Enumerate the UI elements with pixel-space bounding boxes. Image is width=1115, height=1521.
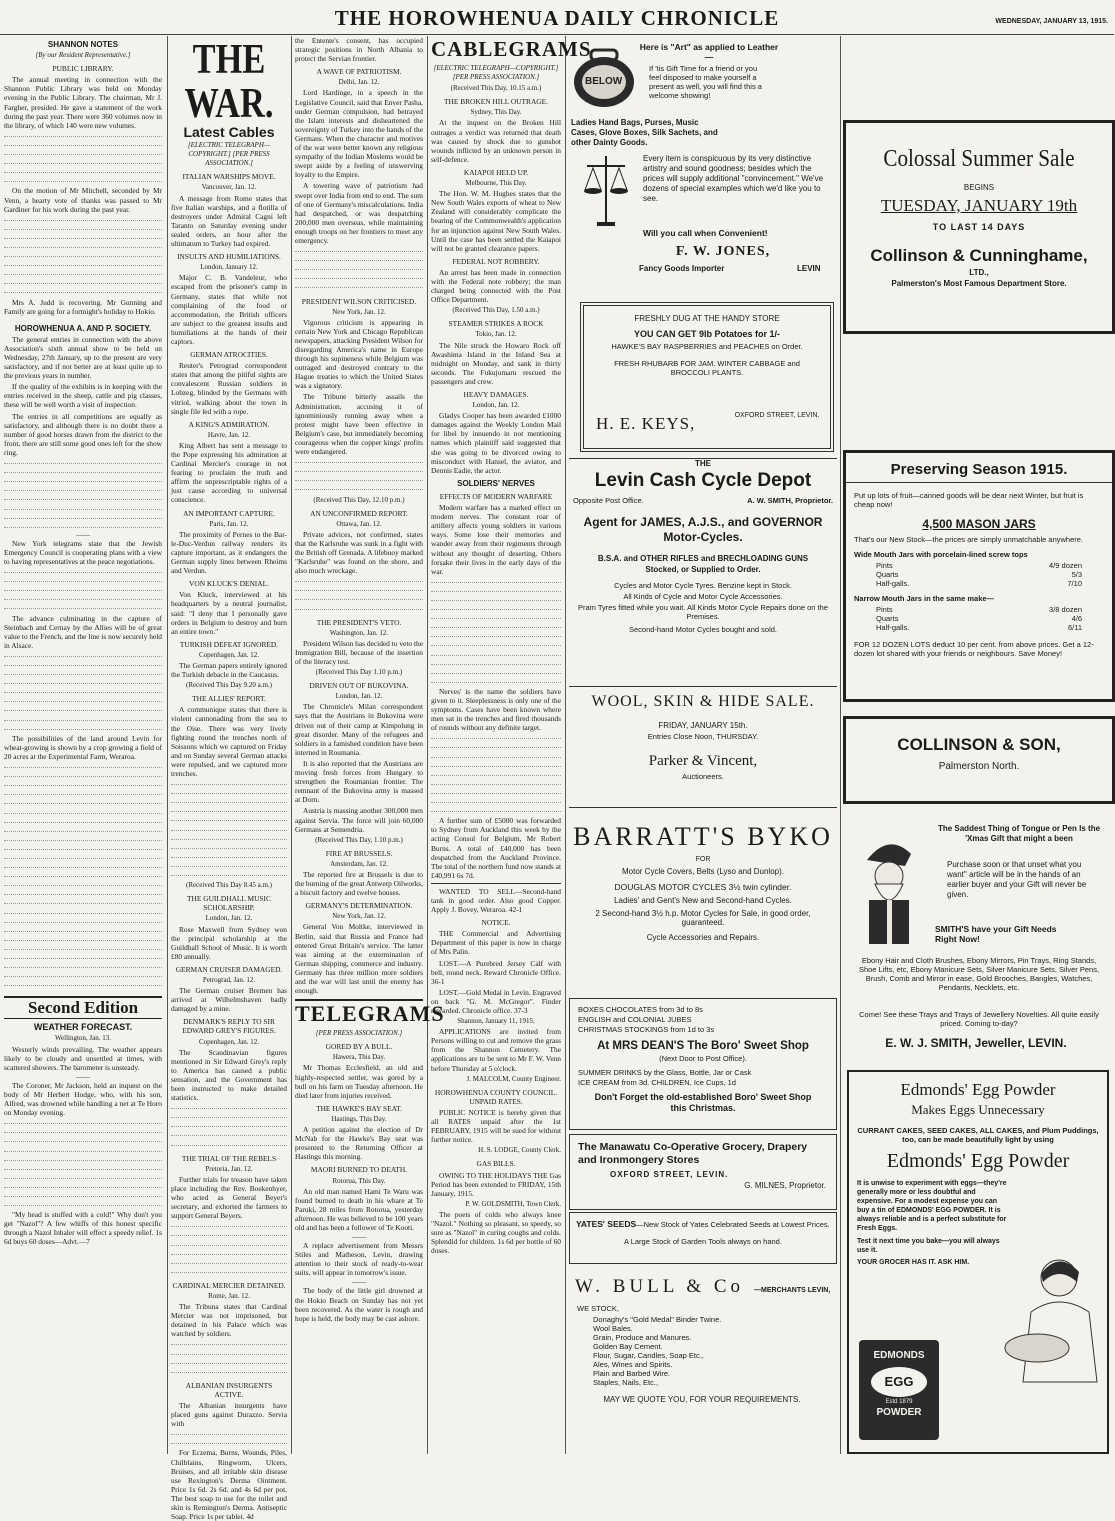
ad-headline: 4,500 MASON JARS (922, 517, 1036, 531)
ad-line: Palmerston's Most Famous Department Store. (891, 279, 1067, 288)
cycle-depot-ad (569, 458, 837, 680)
received-line: (Received This Day, 12.10 p.m.) (313, 495, 405, 504)
price-row (876, 623, 1082, 632)
column-rule (291, 36, 292, 1454)
classified-ad: PUBLIC NOTICE is hereby given that all RATES unpaid after the 1st FEBRUARY, 1915 will be sued for without further notice. (431, 1107, 561, 1145)
article-paragraph: King Albert has sent a message to the Pope expressing his admiration at Cardinal Mercier's courage in not fearing to proclaim the truth and affirm the unprescriptable rights of a just cause according to universal conscience. (171, 440, 287, 505)
article-paragraph: An old man named Hami Te Waru was found burned to death in his whare at Te Paruki, 28 miles from Rotorua, yesterday afternoon. He was believed to be 100 years old and has been a follower of Te Kooti. (295, 1186, 423, 1232)
dateline: London, Jan. 12. (472, 401, 520, 410)
classified-ad: OWING TO THE HOLIDAYS THE Gas Period has been extended to FRIDAY, 15th January, 1915. (431, 1170, 561, 1198)
article-paragraph: A communique states that there is violent cannonading from the sea to the Oise. There was very lively fighting round the trenches north of Soissons which we captured on Friday and on Sunday several German attacks were repulsed, and we captured more trenches. (171, 705, 287, 778)
ad-line: SUMMER DRINKS by the Glass, Bottle, Jar or Cask (578, 1068, 752, 1077)
article-paragraph: Von Kluck, interviewed at his headquarters by a neutral journalist, said: "I deny that I personally gave orders in Belgium to destroy and burn an entire town." (171, 590, 287, 636)
dateline: Hawera, This Day. (332, 1053, 386, 1062)
article-paragraph: It is also reported that the Austrians are moving fresh forces from Hungary to strengthen the Roumanian frontier. The remnant of the Bukovina army is massed at Dorn. (295, 758, 423, 805)
ad-line: BEGINS (963, 183, 995, 192)
dateline: Petrograd, Jan. 12. (202, 975, 256, 984)
ad-headline: SMITH'S have your Gift Needs Right Now! (935, 924, 1057, 944)
ad-body: If 'tis Gift Time for a friend or you feel disposed to make yourself a present as well, you will find this a welcome showing! (649, 64, 762, 100)
notice-heading: GAS BILLS. (476, 1159, 516, 1169)
article-heading: STEAMER STRIKES A ROCK (448, 319, 544, 329)
article-heading: AN UNCONFIRMED REPORT. (310, 508, 408, 518)
credit-line: [PER PRESS ASSOCIATION.] (315, 1029, 403, 1038)
ad-body: Every item is conspicuous by its very distinctive artistry and sound goodness; besides which the prices will supply additional "convincement." We've dozens of special examples which we'd like you to see. (643, 154, 824, 203)
jar-size: Quarts (876, 614, 899, 623)
article-paragraph: The Scandinavian figures mentioned in Sir Edward Grey's reply to America has caused a public sensation, and the Government has been instructed to make detailed statistics. (171, 1047, 287, 1103)
article-paragraph: Vigorous criticism is appearing in certain New York and Chicago Republican newspapers, attacking President Wilson for disregarding America's name in Europe through his supineness while Belgium was outraged and destroyed contrary to the Hague treaties to which the United States was a signatory. (295, 317, 423, 391)
classified-ad: THE Commercial and Advertising Department of this paper is now in charge of Mrs Palin. (431, 929, 561, 957)
stock-item: Wool Bales. (593, 1324, 633, 1333)
dateline: Shannon, January 11, 1915. (457, 1017, 535, 1026)
ad-headline: Agent for JAMES, A.J.S., and GOVERNOR Motor-Cycles. (583, 515, 823, 544)
article-heading: THE BROKEN HILL OUTRAGE. (443, 97, 548, 107)
dateline: Wellington, Jan. 13. (54, 1034, 111, 1043)
received-line: (Received This Day 9.20 a.m.) (186, 681, 272, 690)
ad-line: HAWKE'S BAY RASPBERRIES and PEACHES on Order. (611, 342, 803, 351)
article-paragraph: The German papers entirely ignored the Turkish debacle in the Caucasus. (171, 660, 287, 680)
ad-line: B.S.A. and OTHER RIFLES and BRECHLOADING GUNS Stocked, or Supplied to Order. (597, 554, 809, 574)
article-paragraph: Gladys Cooper has been awarded £1000 damages against the Weekly London Mail for libel by innuendo in not mentioning names which plaintiff said suggested that she was going to be divorced owing to misconduct with Hansel, the aviator, and Dennis Eadie, the actor. (431, 411, 561, 475)
ad-line: Narrow Mouth Jars in the same make— (854, 594, 995, 603)
merchants-ad (569, 1268, 835, 1450)
ad-headline: YATES' SEEDS (576, 1219, 637, 1229)
article-paragraph: The entries in all competitions are equally as satisfactory, and although there is no doubt there a number of good horses drawn from the district to the front, there are still some good ones left for the show ring. (4, 411, 162, 457)
article-heading: THE ALLIES' REPORT. (192, 694, 266, 704)
article-heading: SOLDIERS' NERVES (457, 478, 535, 488)
stock-item: Flour, Sugar, Candles, Soap Etc., (593, 1351, 704, 1360)
dateline: Hastings, This Day. (331, 1114, 387, 1123)
article-paragraph: The reported fire at Brussels is due to the burning of the great Antwerp Oilworks, a biscuit factory and twelve houses. (295, 869, 423, 898)
ad-line: A. W. SMITH, Proprietor. (747, 496, 833, 505)
price-row (876, 579, 1082, 588)
dateline: Havre, Jan. 12. (207, 430, 251, 439)
ad-line: Auctioneers. (682, 772, 724, 781)
article-paragraph: A further sum of £5000 was forwarded to Sydney from Auckland this week by the acting Consul for Belgium, Mr Robert Burns. A total of £40,000 has been despatched from the Auckland Province. The total of the northern fund now stands at £40,991 6s 7d. (431, 816, 561, 880)
article-paragraph: An arrest has been made in connection with the Federal note robbery; the man charged being connected with the Post Office Department. (431, 267, 561, 305)
article-paragraph: The advance culminating in the capture of Steinbach and Cernay by the Allies will be of great value to the French, and the line is now securely held in Alsace. (4, 613, 162, 650)
section-title: THE WAR. (184, 37, 274, 127)
ad-headline: BARRATT'S BYKO (573, 822, 833, 851)
egg-powder-tin (859, 1340, 939, 1440)
ad-line: YOU CAN GET 9lb Potatoes for 1/- (633, 329, 781, 339)
column-3: the Entente's consent, has occupied strategic positions in North Albania to protect the Servian frontier. A WAVE OF PATRIOTISM. Delhi, Jan. 12. Lord Hardinge, in a speech in the Legislative Council, said that Enver Pasha, under German compulsion, had betrayed the Islam interests and disheartened the sovereignty of Turkey into the hands of the Germans. When the character and motives of the war were better known any religious sympathy of the Indian Moslems would be swept aside by a feeling of unswerving loyalty to the Empire. A towering wave of patriotism had swept over India from end to end. The sum of one of Germany's miscalculations. India had despatched, or was despatching 200,000 men overseas, while maintaining enough troops on her frontiers to meet any emergency. PRESIDENT WILSON CRITICISED. New York, Jan. 12. Vigorous criticism is appearing in certain New York and Chicago Republican newspapers, attacking President Wilson for disregarding America's name in Europe through his supineness while Belgium was outraged and destroyed contrary to the Hague treaties to which the United States was a signatory. The Tribune bitterly assails the Administration, accusing it of ignominiously running away when a protest might have been effective in Belgium's case, but immediately becoming courageous when the copper kings' profits were endangered. (Received This Day, 12.10 p.m.) AN UNCONFIRMED REPORT. Ottawa, Jan. 12. Private advices, not confirmed, states that the Karlsruhe was sunk in a fight with the British off Grenada. A lifebuoy marked "Karlsruhe" was found on the shore, and also much wreckage. THE PRESIDENT'S VETO. Washington, Jan. 12. President Wilson has decided to veto the Immigration Bill, because of the insertion of the literacy test. (Received This Day 1.10 p.m.) DRIVEN OUT OF BUKOVINA. London, Jan. 12. The Chronicle's Milan correspondent says that the Austrians in Bukovina were driven out of their camp at Kimpolung in great disorder. Many of the refugees and soldiers in a famished condition have been interned in Roumania. It is also reported that the Austrians are moving fresh forces from Hungary to strengthen the Roumanian frontier. The remnant of the Bukovina army is massed at Dorn. Austria is massing another 300,000 men against Servia. The force will join 60,000 Germans at Semendria. (Received This Day, 1.10 p.m.) FIRE AT BRUSSELS. Amsterdam, Jan. 12. The reported fire at Brussels is due to the burning of the great Antwerp Oilworks, a biscuit factory and twelve houses. GERMANY'S DETERMINATION. New York, Jan. 12. General Von Moltke, interviewed in Berlin, said that Russia and France had entered Great Britain's service. The latter was aiming at the extermination of German shipping, commerce and industry. Germany has three million more soldiers and the war will last until the enemy has enough. TELEGRAMS [PER PRESS ASSOCIATION.] GORED BY A BULL. Hawera, This Day. Mr Thomas Ecclesfield, an old and highly-respected settler, was gored by a bull on his farm on Tuesday afternoon. He died later from injuries received. THE HAWKE'S BAY SEAT. Hastings, This Day. A petition against the election of Dr McNab for the Hawke's Bay seat was presented to the Returning Officer at Hastings this morning. MAORI BURNED TO DEATH. Rotorua, This Day. An old man named Hami Te Waru was found burned to death in his whare at Te Paruki, 28 miles from Rotorua, yesterday afternoon. He was believed to be 100 years old and has been a follower of Te Kooti. —— A replace advertisement from Messrs Stiles and Matheson, Levin, drawing attention to their stock of ready-to-wear suits, will appear in tomorrow's issue. —— The body of the little girl drowned at the Hokio Beach on Sunday has not yet been recovered. As the water is rough and hope is held, the body may be cast ashore. (295, 36, 445, 1323)
ad-line: G. MILNES, Proprietor. (744, 1181, 826, 1190)
article-heading: KAIAPOI HELD UP. (463, 167, 529, 177)
tin-label: POWDER (876, 1407, 922, 1418)
advertiser-name: COLLINSON & SON, (897, 735, 1061, 754)
ad-line: 2 Second-hand 3½ h.p. Motor Cycles for Sale, in good order, guaranteed. (595, 909, 811, 927)
ad-headline: Preserving Season 1915. (846, 461, 1112, 483)
ad-line: YOUR GROCER HAS IT. ASK HIM. (857, 1259, 970, 1266)
classified-ad: The poets of colds who always knee "Nazol." Nothing so pleasant, so speedy, so sure as "Nazol" in curing coughs and colds. Splendid for children. 1s 6d per bottle of 60 doses. (431, 1209, 561, 1256)
ad-headline: TUESDAY, JANUARY 19th (880, 196, 1078, 215)
jar-size: Pints (876, 561, 893, 570)
article-heading: DRIVEN OUT OF BUKOVINA. (309, 681, 409, 691)
article-heading: GERMAN ATROCITIES. (190, 350, 268, 360)
dateline: Rome, Jan. 12. (208, 1291, 250, 1300)
section-title: CABLEGRAMS (431, 37, 592, 61)
ad-line: —MERCHANTS LEVIN, (754, 1287, 831, 1294)
article-paragraph: New York telegrams state that the Jewish Emergency Council is cooperating plans with a view to having representatives at the peace negotiations. (4, 538, 162, 566)
jeweller-ad (843, 818, 1109, 1066)
handy-store-ad (580, 302, 834, 452)
ad-line: FOR 12 DOZEN LOTS deduct 10 per cent. from above prices. Get a 12-dozen lot shared with your friends or neighbours. Save Money! (854, 640, 1094, 658)
ad-line: FRIDAY, JANUARY 15th. (658, 721, 748, 730)
sweet-shop-ad (569, 998, 837, 1130)
article-heading: THE TRIAL OF THE REBELS (181, 1153, 277, 1163)
tin-label: EGG (871, 1367, 927, 1397)
stock-list (593, 1315, 835, 1387)
signature: P. W. GOLDSMITH, Town Clerk. (465, 1199, 561, 1208)
article-paragraph: The body of the little girl drowned at the Hokio Beach on Sunday has not yet been recovered. As the water is rough and hope is held, the body may be cast ashore. (295, 1286, 423, 1323)
article-heading: TURKISH DEFEAT IGNORED. (179, 639, 279, 649)
ad-line: It is unwise to experiment with eggs—they're generally more or less doubtful and expensive. For a modest expense you can buy a tin of EDMONDS' EGG POWDER. It is always reliable and is a perfect substitute for Fresh Eggs. (857, 1180, 1007, 1232)
advertiser-name: Parker & Vincent, (648, 753, 758, 769)
price-row (876, 570, 1082, 579)
article-heading: DENMARK'S REPLY TO SIR EDWARD GREY'S FIGURES. (182, 1017, 276, 1036)
column-rule (427, 36, 428, 1454)
article-paragraph: The annual meeting in connection with the Shannon Public Library was held on Monday evening in the Public Library. The chairman, Mr J. Fargher, presided. He gave a statement of the work during the past year. There were 360 volumes now in the library, of which 140 were new volumes. (4, 75, 162, 130)
column-rule (565, 36, 566, 1454)
dateline: New York, Jan. 12. (332, 912, 386, 921)
article-heading: ALBANIAN INSURGENTS ACTIVE. (185, 1380, 273, 1399)
article-paragraph: The possibilities of the land around Levin for wheat-growing is shown by a crop growing a field of 20 acres at the Experimental Farm, Weraroa. (4, 733, 162, 761)
ad-line: MAY WE QUOTE YOU, FOR YOUR REQUIREMENTS. (603, 1395, 801, 1404)
jar-price: 7/10 (1067, 579, 1082, 588)
ad-line: Purchase soon or that unset what you want" article will be in the hands of an earlier buyer and your Gift will never be given. (947, 860, 1087, 899)
jar-price: 4/9 dozen (1049, 561, 1082, 570)
received-line: (Received This Day 1.10 p.m.) (315, 668, 403, 677)
article-paragraph: A petition against the election of Dr McNab for the Hawke's Bay seat was presented to the Returning Officer at Hastings this morning. (295, 1125, 423, 1162)
dateline: London, Jan. 12. (205, 914, 253, 923)
article-paragraph: If the quality of the exhibits is in keeping with the entries received in the sheep, cattle and pig classes, these will be well worth a visit of inspection. (4, 382, 162, 410)
column-rule (840, 36, 841, 1454)
article-heading: CARDINAL MERCIER DETAINED. (172, 1280, 286, 1290)
classified-ad: APPLICATIONS are invited from Persons willing to cut and remove the grass from the Shannon Cemetery. The applications are to be sent to Mr F. W. Venn before Thursday at 5 o'clock. (431, 1027, 561, 1073)
summer-sale-ad (843, 120, 1115, 334)
scales-icon (583, 150, 629, 230)
advertiser-name: W. BULL & Co (575, 1276, 745, 1297)
article-heading: HEAVY DAMAGES. (463, 390, 529, 399)
article-paragraph: The German cruiser Bremen has arrived at Wilhelmshaven badly damaged by a mine. (171, 986, 287, 1014)
received-line: (Received This Day, 1.10 p.m.) (315, 835, 403, 844)
article-paragraph: On the motion of Mr Mitchell, seconded by Mr Venn, a hearty vote of thanks was passed to Mr Gardiner for his work during the past year. (4, 186, 162, 214)
ad-line: Pram Tyres fitted while you wait. All Kinds Motor Cycle Repairs done on the Premises. (578, 603, 828, 621)
article-heading: THE HAWKE'S BAY SEAT. (316, 1103, 402, 1113)
ad-headline: At MRS DEAN'S The Boro' Sweet Shop (597, 1040, 809, 1052)
article-paragraph: The Chronicle's Milan correspondent says that the Austrians in Bukovina were driven out of their camp at Kimpolung in great disorder. Many of the refugees and soldiers in a famished condition have been interned in Roumania. (295, 702, 423, 757)
jar-price: 3/8 dozen (1049, 605, 1082, 614)
ad-line: Cycle Accessories and Repairs. (646, 933, 760, 942)
article-paragraph: the Entente's consent, has occupied strategic positions in North Albania to protect the Servian frontier. (295, 36, 423, 64)
ad-line: BOXES CHOCOLATES from 3d to 8s (578, 1005, 703, 1014)
purse-label: BELOW (585, 76, 623, 87)
article-heading: WEATHER FORECAST. (33, 1022, 133, 1033)
ad-line: All Kinds of Cycle and Motor Cycle Accessories. (623, 592, 783, 601)
dateline: Copenhagen, Jan. 12. (198, 650, 260, 659)
ad-headline: Colossal Summer Sale (883, 146, 1075, 172)
byline: [By our Resident Representative.] (35, 51, 131, 60)
advertiser-town: LEVIN (797, 264, 821, 273)
article-paragraph: Further trials for treason have taken place including the Rev. Boekenhyer, who acted as General Beyer's secretary, and exhorted the farmers to support General Beyers. (171, 1174, 287, 1221)
advertiser-trade: Fancy Goods Importer (639, 264, 725, 273)
article-paragraph: Mr Thomas Ecclesfield, an old and highly-respected settler, was gored by a bull on his farm on Tuesday afternoon. He died later from injuries received. (295, 1063, 423, 1100)
ad-line: ICE CREAM from 3d. CHILDREN, Ice Cups, 1d (578, 1078, 736, 1087)
dateline: Tokio, Jan. 12. (475, 330, 517, 339)
ad-line: DOUGLAS MOTOR CYCLES 3½ twin cylinder. (614, 882, 792, 892)
article-paragraph: Westerly winds prevailing. The weather appears likely to be cloudy and unsettled at times, with scattered showers. The barometer is unsteady. (4, 1044, 162, 1072)
ad-line: ENGLISH and COLONIAL JUBES (578, 1015, 692, 1024)
article-paragraph: Mrs A. Judd is recovering. Mr Gunning and Family are going for a fortnight's holiday to Hokio. (4, 297, 162, 316)
article-heading: PRESIDENT WILSON CRITICISED. (301, 296, 417, 306)
article-heading: THE GUILDHALL MUSIC SCHOLARSHIP. (187, 894, 271, 913)
stock-item: Donaghy's "Gold Medal" Binder Twine. (593, 1315, 722, 1324)
jar-price: 5/3 (1071, 570, 1082, 579)
article-paragraph: Private advices, not confirmed, states that the Karlsruhe was sunk in a fight with the British off Grenada. A lifebuoy marked "Karlsruhe" was found on the shore, and also much wreckage. (295, 529, 423, 576)
jar-size: Pints (876, 605, 893, 614)
ad-headline: The Manawatu Co-Operative Grocery, Drapery and Ironmongery Stores (578, 1141, 808, 1166)
column-rule (167, 36, 168, 1454)
article-paragraph: Modern warfare has a marked effect on modern nerves. The constant roar of artillery affects young soldiers in various ways. Some lose their memories and wander away from their regiments through without any thought of deserting. Others forsake their lives in the early days of the war. (431, 503, 561, 576)
ad-line: Ebony Hair and Cloth Brushes, Ebony Mirrors, Pin Trays, Ring Stands, Shoe Lifts, etc, Ebony Manicure Sets, Silver Manicure Sets, Silver Pens, Brush, Comb and Mirror in ease, Gold Brooches, Bangles, Watches, Pendants, Necklets, etc. (858, 956, 1100, 992)
article-paragraph: "My head is stuffed with a cold!" Why don't you get "Nazol"? A few whiffs of this honest specific through a Nazol Inhaler will effect a speedy relief. 1s 6d buys 60 doses—Advt.—7 (4, 1210, 162, 1247)
ad-headline: Levin Cash Cycle Depot (594, 470, 812, 491)
wool-sale-ad (569, 686, 837, 808)
classified-ad: LOST.—A Purebred Jersey Calf with bell, round neck. Reward Chronicle Office. 36-1 (431, 958, 561, 986)
advertiser-name: H. E. KEYS, (596, 414, 696, 433)
article-subheading: EFFECTS OF MODERN WARFARE (439, 491, 553, 501)
ad-line: WE STOCK, (577, 1304, 619, 1313)
price-table (876, 605, 1082, 632)
article-paragraph: A towering wave of patriotism had swept over India from end to end. The sum of one of Germany's miscalculations. India had despatched, or was despatching 200,000 men overseas, while maintaining enough troops on her frontiers to meet any emergency. (295, 181, 423, 245)
ad-line: Cycles and Motor Cycle Tyres. Benzine kept in Stock. (614, 581, 792, 590)
stock-item: Plain and Barbed Wire. (593, 1369, 671, 1378)
ad-line: A Large Stock of Garden Tools always on hand. (624, 1237, 782, 1246)
signature: J. MALCOLM, County Engineer. (466, 1074, 561, 1083)
ad-line: Opposite Post Office. (573, 496, 644, 505)
article-heading: FEDERAL NOT ROBBERY. (452, 256, 540, 266)
advertiser-name: E. W. J. SMITH, Jeweller, LEVIN. (885, 1036, 1067, 1050)
classified-ad: LOST.—Gold Medal in Levin. Engraved on back "G. M. McGregor". Finder rewarded. Chronicle office. 37-3 (431, 987, 561, 1015)
ad-headline: The Saddest Thing of Tongue or Pen Is the 'Xmas Gift that might a been (937, 824, 1101, 843)
ad-line: FOR (695, 856, 711, 863)
article-paragraph: A message from Rome states that five Italian warships, and a flotilla of destroyers under Admiral Cagni left Taranto on Saturday evening under sealed orders, an hour after the ultimatum to Turkey had expired. (171, 193, 287, 249)
ad-line: That's our New Stock—the prices are simply unmatchable anywhere. (854, 535, 1084, 544)
received-line: (Received This Day, 10.15 a.m.) (450, 84, 542, 93)
jar-size: Quarts (876, 570, 899, 579)
article-paragraph: The general entries in connection with the above Association's sixth annual show to be held on Wednesday, 27th January, up to the present are very satisfactory, and if not better are at least quite up to the previous years in number. (4, 334, 162, 381)
byko-ad (569, 816, 837, 986)
dateline: Pretoria, Jan. 12. (205, 1164, 253, 1173)
ad-line: Palmerston North. (938, 761, 1020, 772)
price-row (876, 561, 1082, 570)
article-heading: A KING'S ADMIRATION. (188, 419, 270, 429)
ad-line: (Next Door to Post Office). (659, 1054, 747, 1063)
ad-line: —New Stock of Yates Celebrated Seeds at Lowest Prices. (636, 1220, 830, 1229)
stock-item: Golden Bay Cement. (593, 1342, 663, 1351)
ad-line: Entries Close Noon, THURSDAY. (647, 732, 759, 741)
dateline: Melbourne, This Day. (465, 179, 527, 188)
jar-size: Half-galls. (876, 579, 910, 588)
stock-item: Grain, Produce and Manures. (593, 1333, 692, 1342)
dateline: London, January 12. (200, 263, 258, 272)
masthead (0, 0, 1114, 35)
dateline: Paris, Jan. 12. (209, 519, 249, 528)
price-table (876, 561, 1082, 588)
article-paragraph: Reuter's Petrograd correspondent states that among the pitiful sights are convalescent Russian soldiers in Lobzeg, blinded by the Germans with vitriol, walking about the town in single file led with a rope. (171, 361, 287, 416)
stock-item: Ales, Wines and Spirits. (593, 1360, 673, 1369)
dateline: New York, Jan. 12. (332, 307, 386, 316)
ad-line: Ladies' and Gent's New and Second-hand Cycles. (614, 896, 792, 905)
jar-size: Half-galls. (876, 623, 910, 632)
ad-line: FRESH RHUBARB FOR JAM. WINTER CABBAGE and BROCCOLI PLANTS. (614, 359, 800, 377)
dateline: Sydney, This Day. (470, 108, 522, 117)
column-1: SHANNON NOTES [By our Resident Representative.] PUBLIC LIBRARY. The annual meeting in connection with the Shannon Public Library was held on Monday evening in the Public Library. The chairman, Mr J. Fargher, presided. He gave a statement of the work during the past year. There were 360 volumes now in the library, of which 140 were new volumes. On the motion of Mr Mitchell, seconded by Mr Venn, a hearty vote of thanks was passed to Mr Gardiner for his work during the past year. Mrs A. Judd is recovering. Mr Gunning and Family are going for a fortnight's holiday to Hokio. HOROWHENUA A. AND P. SOCIETY. The general entries in connection with the above Association's sixth annual show to be held on Wednesday, 27th January, up to the present are very satisfactory, and if not better are at least quite up to the previous years in number. If the quality of the exhibits is in keeping with the entries received in the sheep, cattle and pig classes, these will be well worth a visit of inspection. The entries in all competitions are equally as satisfactory, and although there is no doubt there a number of good horses drawn from the district to the front, there are still some good ones left for the show ring. —— New York telegrams state that the Jewish Emergency Council is cooperating plans with a view to having representatives at the peace negotiations. The advance culminating in the capture of Steinbach and Cernay by the Allies will be of great value to the French, and the line is now securely held in Alsace. The possibilities of the land around Levin for wheat-growing is shown by a crop growing a field of 20 acres at the Experimental Farm, Weraroa. Second Edition WEATHER FORECAST. Wellington, Jan. 13. Westerly winds prevailing. The weather appears likely to be cloudy and unsettled at times, with scattered showers. The barometer is unsteady. —— The Coroner, Mr Jackson, held an inquest on the body of Mr Herbert Hodge, who, with his son, Alfred, was drowned while handling a net at Te Horo on Monday evening. "My head is stuffed with a cold!" Why don't you get "Nazol"? A few whiffs of this honest specific through a Nazol Inhaler will effect a speedy relief. 1s 6d buys 60 doses—Advt.—7 (4, 40, 162, 1247)
tin-label: EDMONDS (873, 1350, 925, 1361)
ad-line: FRESHLY DUG AT THE HANDY STORE (634, 314, 780, 323)
credit-line: [ELECTRIC TELEGRAPH—COPYRIGHT.] [PER PRESS ASSOCIATION.] (433, 64, 559, 82)
ad-product-list: Ladies Hand Bags, Purses, Music Cases, Glove Boxes, Silk Sachets, and other Dainty Goods. (571, 118, 718, 147)
dateline: Washington, Jan. 12. (329, 628, 389, 637)
fancy-goods-ad (569, 38, 837, 290)
price-row (876, 614, 1082, 623)
article-heading: VON KLUCK'S DENIAL. (189, 579, 269, 589)
jar-price: 4/6 (1071, 614, 1082, 623)
article-heading: SHANNON NOTES (47, 40, 119, 49)
received-line: (Received This Day, 1.50 a.m.) (452, 306, 540, 315)
article-heading: GERMANY'S DETERMINATION. (305, 901, 413, 911)
article-heading: AN IMPORTANT CAPTURE. (183, 508, 275, 518)
article-heading: INSULTS AND HUMILIATIONS. (177, 252, 281, 262)
woman-baking-illustration (997, 1252, 1101, 1382)
article-heading: A WAVE OF PATRIOTISM. (316, 67, 402, 77)
dateline: Vancouver, Jan. 12. (201, 183, 257, 192)
signature: H. S. LODGE, County Clerk. (478, 1146, 561, 1155)
article-heading: ITALIAN WARSHIPS MOVE. (182, 172, 276, 182)
article-heading: GERMAN CRUISER DAMAGED. (175, 964, 283, 974)
second-edition-banner: Second Edition (4, 996, 162, 1019)
ad-line: Second-hand Motor Cycles bought and sold. (628, 625, 777, 634)
article-heading: HOROWHENUA A. AND P. SOCIETY. (14, 323, 152, 333)
article-paragraph: Lord Hardinge, in a speech in the Legislative Council, said that Enver Pasha, under German compulsion, had betrayed the Islam interests and disheartened the sovereignty of Turkey into the hands of the Germans. When the character and motives of the war were better known any religious sympathy of the Indian Moslems would be swept aside by a feeling of unswerving loyalty to the Empire. (295, 88, 423, 180)
collinson-son-ad (843, 716, 1115, 804)
advertiser-name: Collinson & Cunninghame, (870, 246, 1088, 265)
article-paragraph: For Eczema, Burns, Wounds, Piles, Chilblains, Ringworm, Ulcers, Bruises, and all irritable skin disease use Rexington's Derma Ointment. Price 1s 6d. 2s 6d. and 4s 6d per pot. The best soap to use for the toilet and skin is Remington's Derma. Antiseptic Soap. Price 1s per tablet. 4d (171, 1448, 287, 1521)
cooperative-stores-ad (569, 1134, 837, 1210)
section-title: TELEGRAMS (295, 1001, 445, 1027)
ad-line: OXFORD STREET, LEVIN. (610, 1170, 729, 1179)
classified-ad: WANTED TO SELL—Second-hand tank in good order. Also good Copper. Apply J. Bovey, Weraroa. 42-1 (431, 886, 561, 915)
article-paragraph: The Albanian insurgents have placed guns against Durazzo. Servia with (171, 1401, 287, 1429)
ad-headline: WOOL, SKIN & HIDE SALE. (591, 693, 815, 710)
dateline: Delhi, Jan. 12. (338, 78, 380, 87)
ad-line: TO LAST 14 DAYS (932, 222, 1026, 232)
article-paragraph: The Hon. W. M. Hughes states that the New South Wales exports of wheat to New Zealand will considerably complicate the bearing of the Commonwealth's application for an injunction against New South Wales. Until the case has been settled the Kaiapoi will not be granted clearance papers. (431, 189, 561, 253)
ad-line: Come! See these Trays and Trays of Jewellery Novelties. All quite easily priced. Coming to-day? (859, 1010, 1099, 1028)
article-paragraph: The Coroner, Mr Jackson, held an inquest on the body of Mr Herbert Hodge, who, with his son, Alfred, was drowned while handling a net at Te Horo on Monday evening. (4, 1080, 162, 1118)
article-paragraph: A replace advertisement from Messrs Stiles and Matheson, Levin, drawing attention to their stock of ready-to-wear suits, will appear in tomorrow's issue. (295, 1241, 423, 1278)
article-subheading: PUBLIC LIBRARY. (52, 64, 114, 74)
article-paragraph: The Tribuna states that Cardinal Mercier was not imprisoned, but detained in his Palace which was watched by soldiers. (171, 1302, 287, 1339)
ad-line: Test it next time you bake—you will always use it. (857, 1238, 1000, 1254)
article-paragraph: Austria is massing another 300,000 men against Servia. The force will join 60,000 Germans at Semendria. (295, 806, 423, 834)
ad-line: Put up lots of fruit—canned goods will be dear next Winter, but fruit is cheap now! (854, 491, 1084, 509)
column-2 (171, 36, 287, 1521)
advertiser-address: OXFORD STREET, LEVIN. (734, 412, 820, 419)
article-heading: GORED BY A BULL. (325, 1042, 393, 1052)
article-heading: MAORI BURNED TO DEATH. (310, 1165, 408, 1175)
dateline: London, Jan. 12. (335, 692, 383, 701)
ad-call-to-action: Will you call when Convenient! (643, 228, 768, 238)
credit-line: [ELECTRIC TELEGRAPH—COPYRIGHT.] [PER PRESS ASSOCIATION.] (187, 141, 271, 168)
column-4 (431, 36, 592, 1454)
jar-price: 6/11 (1067, 623, 1082, 632)
article-paragraph: The Tribune bitterly assails the Administration, accusing it of ignominiously running away when a protest might have been effective in Belgium's case, but immediately becoming courageous when the copper kings' profits were endangered. (295, 392, 423, 457)
ad-headline: Don't Forget the old-established Boro' Sweet Shop this Christmas. (594, 1092, 812, 1113)
ad-line: Motor Cycle Covers, Belts (Lyso and Dunlop). (622, 867, 784, 876)
article-paragraph: The proximity of Pernes to the Bar-le-Duc-Verdun railway renders its capture important, as it endangers the German supply lines between Rheims and Verdun. (171, 529, 287, 576)
issue-date: WEDNESDAY, JANUARY 13, 1915. (995, 18, 1108, 25)
article-paragraph: Nerves' is the name the soldiers have given to it. Sleeplessness is only one of the symptoms. Cases have been known where men sat in the trenches and fired thousands of rounds without any definite target. (431, 686, 561, 733)
preserving-season-ad (843, 450, 1115, 702)
article-paragraph: At the inquest on the Broken Hill outrages a verdict was returned that death was caused by shock due to gunshot wounds inflicted by an unknown person in self-defence. (431, 118, 561, 164)
article-paragraph: President Wilson has decided to veto the Immigration Bill, because of the insertion of the literacy test. (295, 638, 423, 666)
dateline: Rotorua, This Day. (332, 1176, 386, 1185)
stock-item: Staples, Nails, Etc., (593, 1378, 659, 1387)
newspaper-title: THE HOROWHENUA DAILY CHRONICLE (334, 6, 780, 30)
egg-powder-ad (847, 1070, 1109, 1454)
notice-heading: NOTICE. (481, 918, 511, 928)
notice-heading: HOROWHENUA COUNTY COUNCIL. UNPAID RATES. (434, 1087, 558, 1106)
ad-headline: Makes Eggs Unnecessary (911, 1102, 1045, 1117)
tin-label: Estd 1879 (885, 1399, 913, 1405)
ad-headline: Edmonds' Egg Powder (886, 1150, 1070, 1172)
ad-headline: Here is "Art" as applied to Leather— (639, 42, 779, 62)
article-paragraph: General Von Moltke, interviewed in Berlin, said that Russia and France had entered Great Britain's service. The latter was aiming at the extermination of German shipping, commerce and industry. Germany has three million more soldiers and the war will last until the enemy has enough. (295, 922, 423, 996)
received-line: (Received This Day 8.45 a.m.) (186, 881, 272, 890)
yates-seeds-ad (569, 1212, 837, 1264)
ad-line: CURRANT CAKES, SEED CAKES, ALL CAKES, and Plum Puddings, too, can be made beautifully light by using (857, 1126, 1099, 1144)
dateline: Amsterdam, Jan. 12. (330, 859, 388, 868)
advertiser-name: F. W. JONES, (675, 244, 771, 259)
article-paragraph: Major C. B. Vandeleur, who escaped from the prisoner's camp in Germany, states that while not complaining of the food or accommodation, the British officers are subject to the greatest insults and humiliations at the hands of their captors. (171, 273, 287, 346)
dateline: Ottawa, Jan. 12. (336, 519, 382, 528)
article-heading: FIRE AT BRUSSELS. (325, 848, 393, 858)
article-paragraph: The Nile struck the Howaro Rock off Awashima Island in the Inland Sea at midnight on Monday, and sank in thirty seconds. The Fukujumaru rescued the passengers and crew. (431, 340, 561, 386)
santa-illustration (847, 830, 931, 950)
ad-line: CHRISTMAS STOCKINGS from 1d to 3s (578, 1025, 715, 1034)
section-subtitle: Latest Cables (183, 124, 275, 140)
price-row (876, 605, 1082, 614)
article-paragraph: Rose Maxwell from Sydney won the principal scholarship at the Guildhall School of Music. It is worth £80 annually. (171, 924, 287, 961)
ad-line: LTD., (969, 268, 989, 277)
ad-headline: Edmonds' Egg Powder (900, 1080, 1056, 1099)
ad-line: THE (569, 458, 837, 468)
dateline: Copenhagen, Jan. 12. (198, 1037, 260, 1046)
ad-line: Wide Mouth Jars with porcelain-lined screw tops (854, 550, 1028, 559)
article-heading: THE PRESIDENT'S VETO. (316, 617, 402, 627)
